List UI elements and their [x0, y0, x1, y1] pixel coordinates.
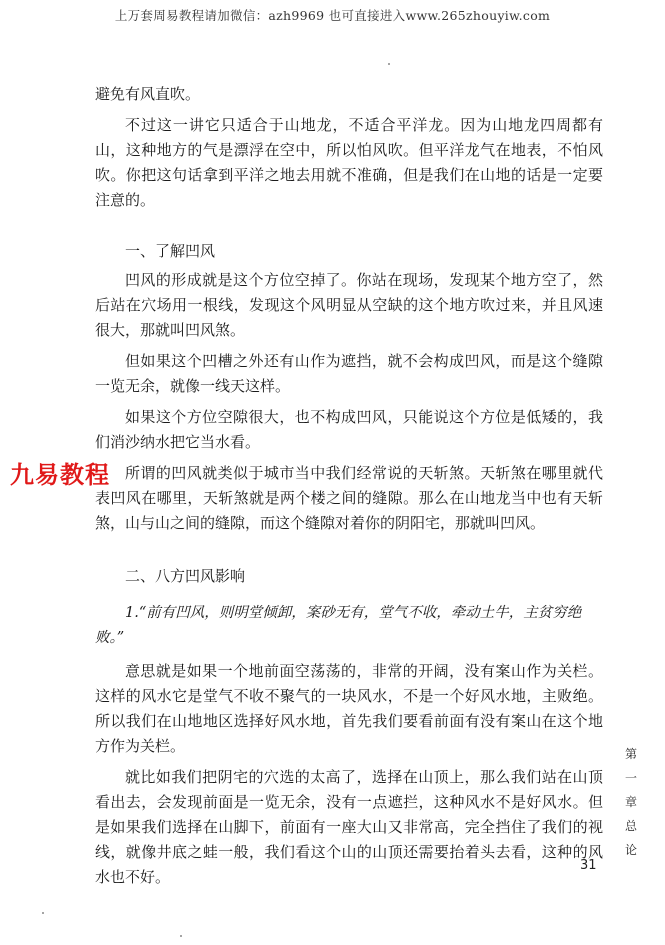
- scan-speck: [180, 935, 182, 937]
- section-heading-2: 二、八方凹风影响: [125, 567, 246, 585]
- section-heading-1: 一、了解凹风: [125, 242, 216, 260]
- paragraph-3: 但如果这个凹槽之外还有山作为遮挡，就不会构成凹风，而是这个缝隙一览无余，就像一线天这样。: [95, 352, 603, 395]
- side-tab-char: 论: [624, 843, 637, 857]
- paragraph-4: 如果这个方位空隙很大，也不构成凹风，只能说这个方位是低矮的，我们消沙纳水把它当水看。: [95, 408, 603, 451]
- side-tab-char: 章: [624, 795, 637, 809]
- page-number: 31: [580, 858, 597, 873]
- side-tab-char: 一: [624, 771, 637, 785]
- side-tab-char: 总: [624, 819, 637, 833]
- paragraph-7: 就比如我们把阴宅的穴选的太高了，选择在山顶上，那么我们站在山顶看出去，会发现前面是一览无余，没有一点遮拦，这种风水不是好风水。但是如果我们选择在山脚下，前面有一座大山又非常高，完全挡住了我们的视线，就像井底之蛙一般，我们看这个山的山顶还需要抬着头去看，这种的风水也不好。: [95, 768, 603, 886]
- paragraph-1: 不过这一讲它只适合于山地龙，不适合平洋龙。因为山地龙四周都有山，这种地方的气是漂浮在空中，所以怕风吹。但平洋龙气在地表，不怕风吹。你把这句话拿到平洋之地去用就不准确，但是我们在山地的话是一定要注意的。: [95, 116, 603, 209]
- chapter-side-tab: [620, 742, 642, 862]
- document-body: [95, 82, 603, 896]
- paragraph-0: 避免有风直吹。: [95, 85, 201, 103]
- side-tab-char: 第: [624, 747, 637, 761]
- quote-1: 1.“前有凹风，则明堂倾卸，案砂无有，堂气不收，牵动土牛，主贫穷绝败。”: [95, 605, 582, 646]
- paragraph-2: 凹风的形成就是这个方位空掉了。你站在现场，发现某个地方空了，然后站在穴场用一根线，发现这个风明显从空缺的这个地方吹过来，并且风速很大，那就叫凹风煞。: [95, 271, 603, 339]
- page-header-banner: 上万套周易教程请加微信：azh9969 也可直接进入www.265zhouyiw.com: [114, 8, 551, 23]
- scan-speck: [42, 912, 44, 914]
- scan-speck: [388, 63, 390, 65]
- paragraph-5: 所谓的凹风就类似于城市当中我们经常说的天斩煞。天斩煞在哪里就代表凹风在哪里，天斩煞就是两个楼之间的缝隙。那么在山地龙当中也有天斩煞，山与山之间的缝隙，而这个缝隙对着你的阴阳宅，那就叫凹风。: [95, 464, 603, 532]
- paragraph-6: 意思就是如果一个地前面空荡荡的，非常的开阔，没有案山作为关栏。这样的风水它是堂气不收不聚气的一块风水，不是一个好风水地，主败绝。所以我们在山地地区选择好风水地，首先我们要看前面有没有案山在这个地方作为关栏。: [95, 662, 603, 755]
- watermark-logo: 九易教程: [10, 461, 110, 489]
